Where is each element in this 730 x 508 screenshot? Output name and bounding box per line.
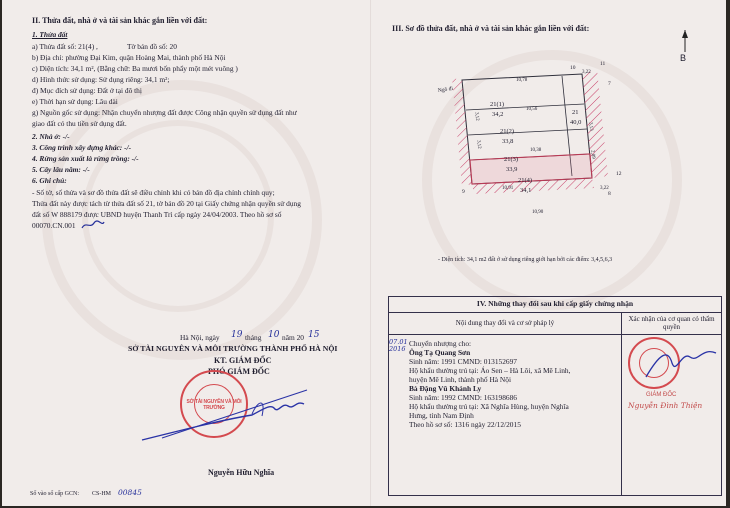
date-year: 15 (308, 330, 320, 340)
changes-col-confirm: Xác nhận của cơ quan có thẩm quyền (622, 312, 722, 334)
parcel-number: a) Thửa đất số: 21(4) , (32, 42, 98, 51)
subsection-4: 4. Rừng sản xuất là rừng trồng: -/- (32, 154, 139, 163)
serial-number: 00845 (118, 488, 142, 497)
change-line: Sinh năm: 1991 CMND: 013152697 (409, 356, 517, 366)
change-line: Ông Tạ Quang Sơn (409, 347, 471, 357)
parcel-4-id: 21(4) (518, 177, 533, 184)
parcel-1-area: 34,2 (492, 111, 504, 118)
dim-4: 10,91 (502, 186, 514, 191)
certificate-sheet (2, 0, 726, 506)
left-page (2, 0, 368, 506)
change-details (409, 339, 570, 429)
date-prefix: Hà Nội, ngày (180, 333, 220, 342)
corner-11: 11 (600, 61, 606, 67)
subsection-6: 6. Ghi chú: (32, 176, 67, 185)
parcel-2-id: 21(2) (500, 128, 515, 135)
signer-role-2: PHÓ GIÁM ĐỐC (208, 367, 270, 376)
parcel-4-area: 34,1 (520, 187, 532, 194)
note-line-4: 00070.CN.001 (32, 221, 76, 230)
dim-side-6: 2,89 (589, 149, 596, 160)
dim-side-2: 3,22 (600, 186, 609, 191)
usage-origin-cont: giao đất có thu tiền sử dụng đất. (32, 119, 127, 128)
subsection-3: 3. Công trình xây dựng khác: -/- (32, 143, 132, 152)
confirm-role: GIÁM ĐỐC (646, 391, 677, 398)
section-ii-heading: II. Thửa đất, nhà ở và tài sản khác gắn liền với đất: (32, 16, 208, 25)
dim-side-3: 3,12 (473, 111, 480, 122)
map-sheet-number: Tờ bản đồ số: 20 (127, 42, 177, 51)
subsection-2: 2. Nhà ở: -/- (32, 132, 70, 141)
issuing-office: SỞ TÀI NGUYÊN VÀ MÔI TRƯỜNG THÀNH PHỐ HÀ NỘI (128, 344, 338, 353)
signer-role-1: KT. GIÁM ĐỐC (214, 356, 272, 365)
usage-purpose: đ) Mục đích sử dụng: Đất ở tại đô thị (32, 86, 142, 95)
parcel-1-id: 21(1) (490, 101, 505, 108)
address: b) Địa chỉ: phường Đại Kim, quận Hoàng Mai, thành phố Hà Nội (32, 53, 226, 62)
confirm-name: Nguyễn Đình Thiện (628, 400, 703, 410)
signer-name: Nguyễn Hữu Nghĩa (208, 468, 275, 477)
change-date: 07.01 2016 (389, 337, 408, 353)
date-month-label: tháng (245, 333, 262, 342)
corner-9: 9 (462, 189, 465, 195)
dim-side-5: 3,13 (587, 121, 594, 132)
road-hatch (452, 78, 472, 186)
change-line: Hộ khẩu thường trú tại: Xã Nghĩa Hùng, huyện Nghĩa (409, 401, 569, 411)
area: c) Diện tích: 34,1 m², (Bằng chữ: Ba mươi bốn phẩy một mét vuông ) (32, 64, 238, 73)
changes-confirm-cell (622, 334, 722, 495)
change-line: Sinh năm: 1992 CMND: 163198686 (409, 392, 517, 402)
parcel-21-area: 40,0 (570, 119, 582, 126)
change-line: Hưng, tỉnh Nam Định (409, 410, 474, 420)
date-month: 10 (268, 330, 280, 340)
parcel-2-area: 33,8 (502, 138, 514, 145)
corner-10: 10 (570, 65, 576, 71)
usage-form: d) Hình thức sử dụng: Sử dụng riêng: 34,1 m²; (32, 75, 170, 84)
changes-table (388, 296, 722, 496)
dim-bottom: 10,90 (532, 210, 544, 215)
change-line: Hộ khẩu thường trú tại: Áo Sen – Hà Lôi, xã Mê Linh, (409, 365, 571, 375)
date-day: 19 (231, 330, 243, 340)
change-line: huyện Mê Linh, thành phố Hà Nội (409, 374, 512, 384)
changes-col-content: Nội dung thay đổi và cơ sở pháp lý (389, 312, 622, 334)
road-label: Ngõ đi (437, 85, 454, 95)
initial-scribble (80, 219, 106, 231)
note-line-2: Thửa đất này được tách từ thửa đất số 21, tờ bản đồ 20 tại Giấy chứng nhận quyền sử dụng (32, 199, 301, 208)
parcel-21-id: 21 (572, 109, 579, 116)
subsection-5: 5. Cây lâu năm: -/- (32, 165, 90, 174)
dim-side-1: 3,22 (582, 70, 591, 75)
subsection-1: 1. Thửa đất (32, 30, 68, 39)
north-label: B (680, 53, 687, 63)
signature-nghia (132, 380, 322, 450)
note-line-3: đất số W 888179 được UBND huyện Thanh Trì cấp ngày 24/04/2003. Theo hồ sơ số (32, 210, 282, 219)
dim-3: 10,38 (530, 148, 542, 153)
change-line: Chuyển nhượng cho: (409, 338, 472, 348)
corner-7: 7 (608, 81, 611, 87)
corner-12: 12 (616, 171, 622, 177)
right-page (372, 0, 726, 506)
section-iii-heading: III. Sơ đồ thửa đất, nhà ở và tài sản khác gắn liền với đất: (392, 24, 590, 33)
serial-label: Số vào sổ cấp GCN: (30, 491, 79, 497)
dim-side-4: 3,12 (475, 139, 482, 150)
usage-term: e) Thời hạn sử dụng: Lâu dài (32, 97, 118, 106)
change-line: Theo hồ sơ số: 1316 ngày 22/12/2015 (409, 419, 521, 429)
dim-2: 10,56 (526, 107, 538, 112)
date-year-label: năm 20 (282, 333, 304, 342)
changes-table-title: IV. Những thay đổi sau khi cấp giấy chứng nhận (389, 297, 722, 313)
serial-prefix: CS-HM (92, 491, 112, 497)
signature-thien (642, 343, 722, 383)
parcel-3-id: 21(3) (504, 156, 519, 163)
area-caption: - Diện tích: 34,1 m2 đất ở sử dụng riêng giới hạn bởi các điểm: 3,4,5,6,3 (438, 257, 613, 263)
corner-8: 8 (608, 191, 611, 197)
usage-origin: g) Nguồn gốc sử dụng: Nhận chuyển nhượng đất được Công nhận quyền sử dụng đất như (32, 108, 297, 117)
parcel-3-area: 33,9 (506, 166, 518, 173)
change-line: Bà Đặng Vũ Khánh Ly (409, 383, 482, 393)
dim-top: 10,78 (516, 78, 528, 83)
note-line-1: - Số tờ, số thửa và sơ đồ thửa đất sẽ điều chỉnh khi có bản đồ địa chính chính quy; (32, 188, 275, 197)
seal-text: SỞ TÀI NGUYÊN VÀ MÔI TRƯỜNG (186, 399, 242, 411)
changes-content-cell (389, 334, 622, 495)
